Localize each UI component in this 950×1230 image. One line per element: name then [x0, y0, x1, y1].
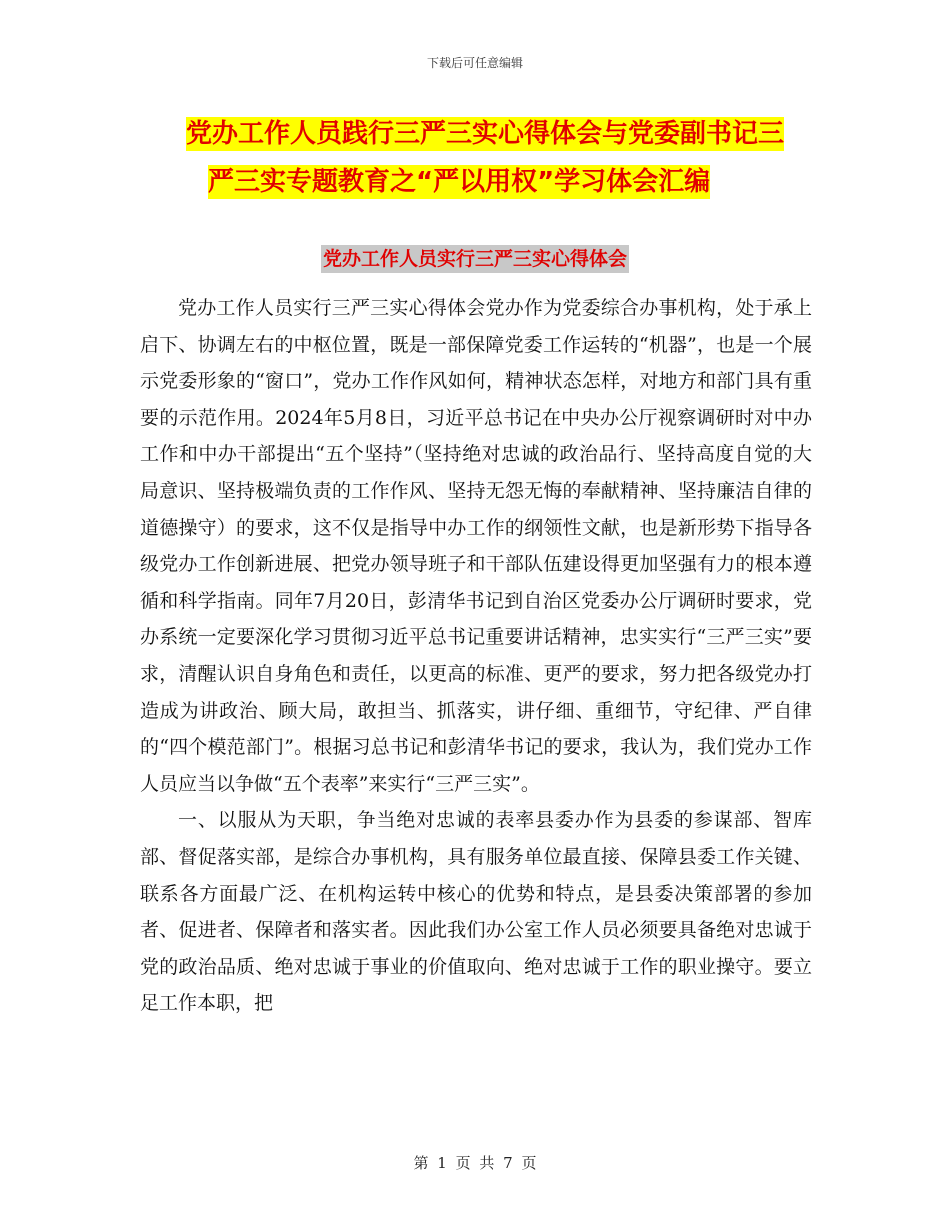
- section-heading-text: 党办工作人员实行三严三实心得体会: [321, 245, 629, 273]
- page-footer: 第 1 页 共 7 页: [413, 1154, 537, 1172]
- section-heading: [0, 244, 950, 271]
- title-line-1: 党办工作人员践行三严三实心得体会与党委副书记三: [186, 119, 785, 149]
- paragraph: 一、以服从为天职，争当绝对忠诚的表率县委办作为县委的参谋部、智库部、督促落实部，是综合办事机构，具有服务单位最直接、保障县委工作关键、联系各方面最广泛、在机构运转中核心的优势和特点，是县委决策部署的参加者、促进者、保障者和落实者。因此我们办公室工作人员必须要具备绝对忠诚于党的政治品质、绝对忠诚于事业的价值取向、绝对忠诚于工作的职业操守。要立足工作本职，把: [140, 809, 812, 1015]
- header-note: 下载后可任意编辑: [426, 56, 523, 70]
- document-title: [186, 110, 826, 206]
- title-line-2: 严三实专题教育之“严以用权”学习体会汇编: [208, 167, 711, 197]
- paragraph: 党办工作人员实行三严三实心得体会党办作为党委综合办事机构，处于承上启下、协调左右的中枢位置，既是一部保障党委工作运转的“机器”，也是一个展示党委形象的“窗口”，党办工作作风如何，精神状态怎样，对地方和部门具有重要的示范作用。2024年5月8日，习近平总书记在中央办公厅视察调研时对中办工作和中办干部提出“五个坚持”（坚持绝对忠诚的政治品行、坚持高度自觉的大局意识、坚持极端负责的工作作风、坚持无怨无悔的奉献精神、坚持廉洁自律的道德操守）的要求，这不仅是指导中办工作的纲领性文献，也是新形势下指导各级党办工作创新进展、把党办领导班子和干部队伍建设得更加坚强有力的根本遵循和科学指南。同年7月20日，彭清华书记到自治区党委办公厅调研时要求，党办系统一定要深化学习贯彻习近平总书记重要讲话精神，忠实实行“三严三实”要求，清醒认识自身角色和责任，以更高的标准、更严的要求，努力把各级党办打造成为讲政治、顾大局，敢担当、抓落实，讲仔细、重细节，守纪律、严自律的“四个模范部门”。根据习总书记和彭清华书记的要求，我认为，我们党办工作人员应当以争做“五个表率”来实行“三严三实”。: [140, 297, 812, 795]
- body-text: [140, 290, 812, 1022]
